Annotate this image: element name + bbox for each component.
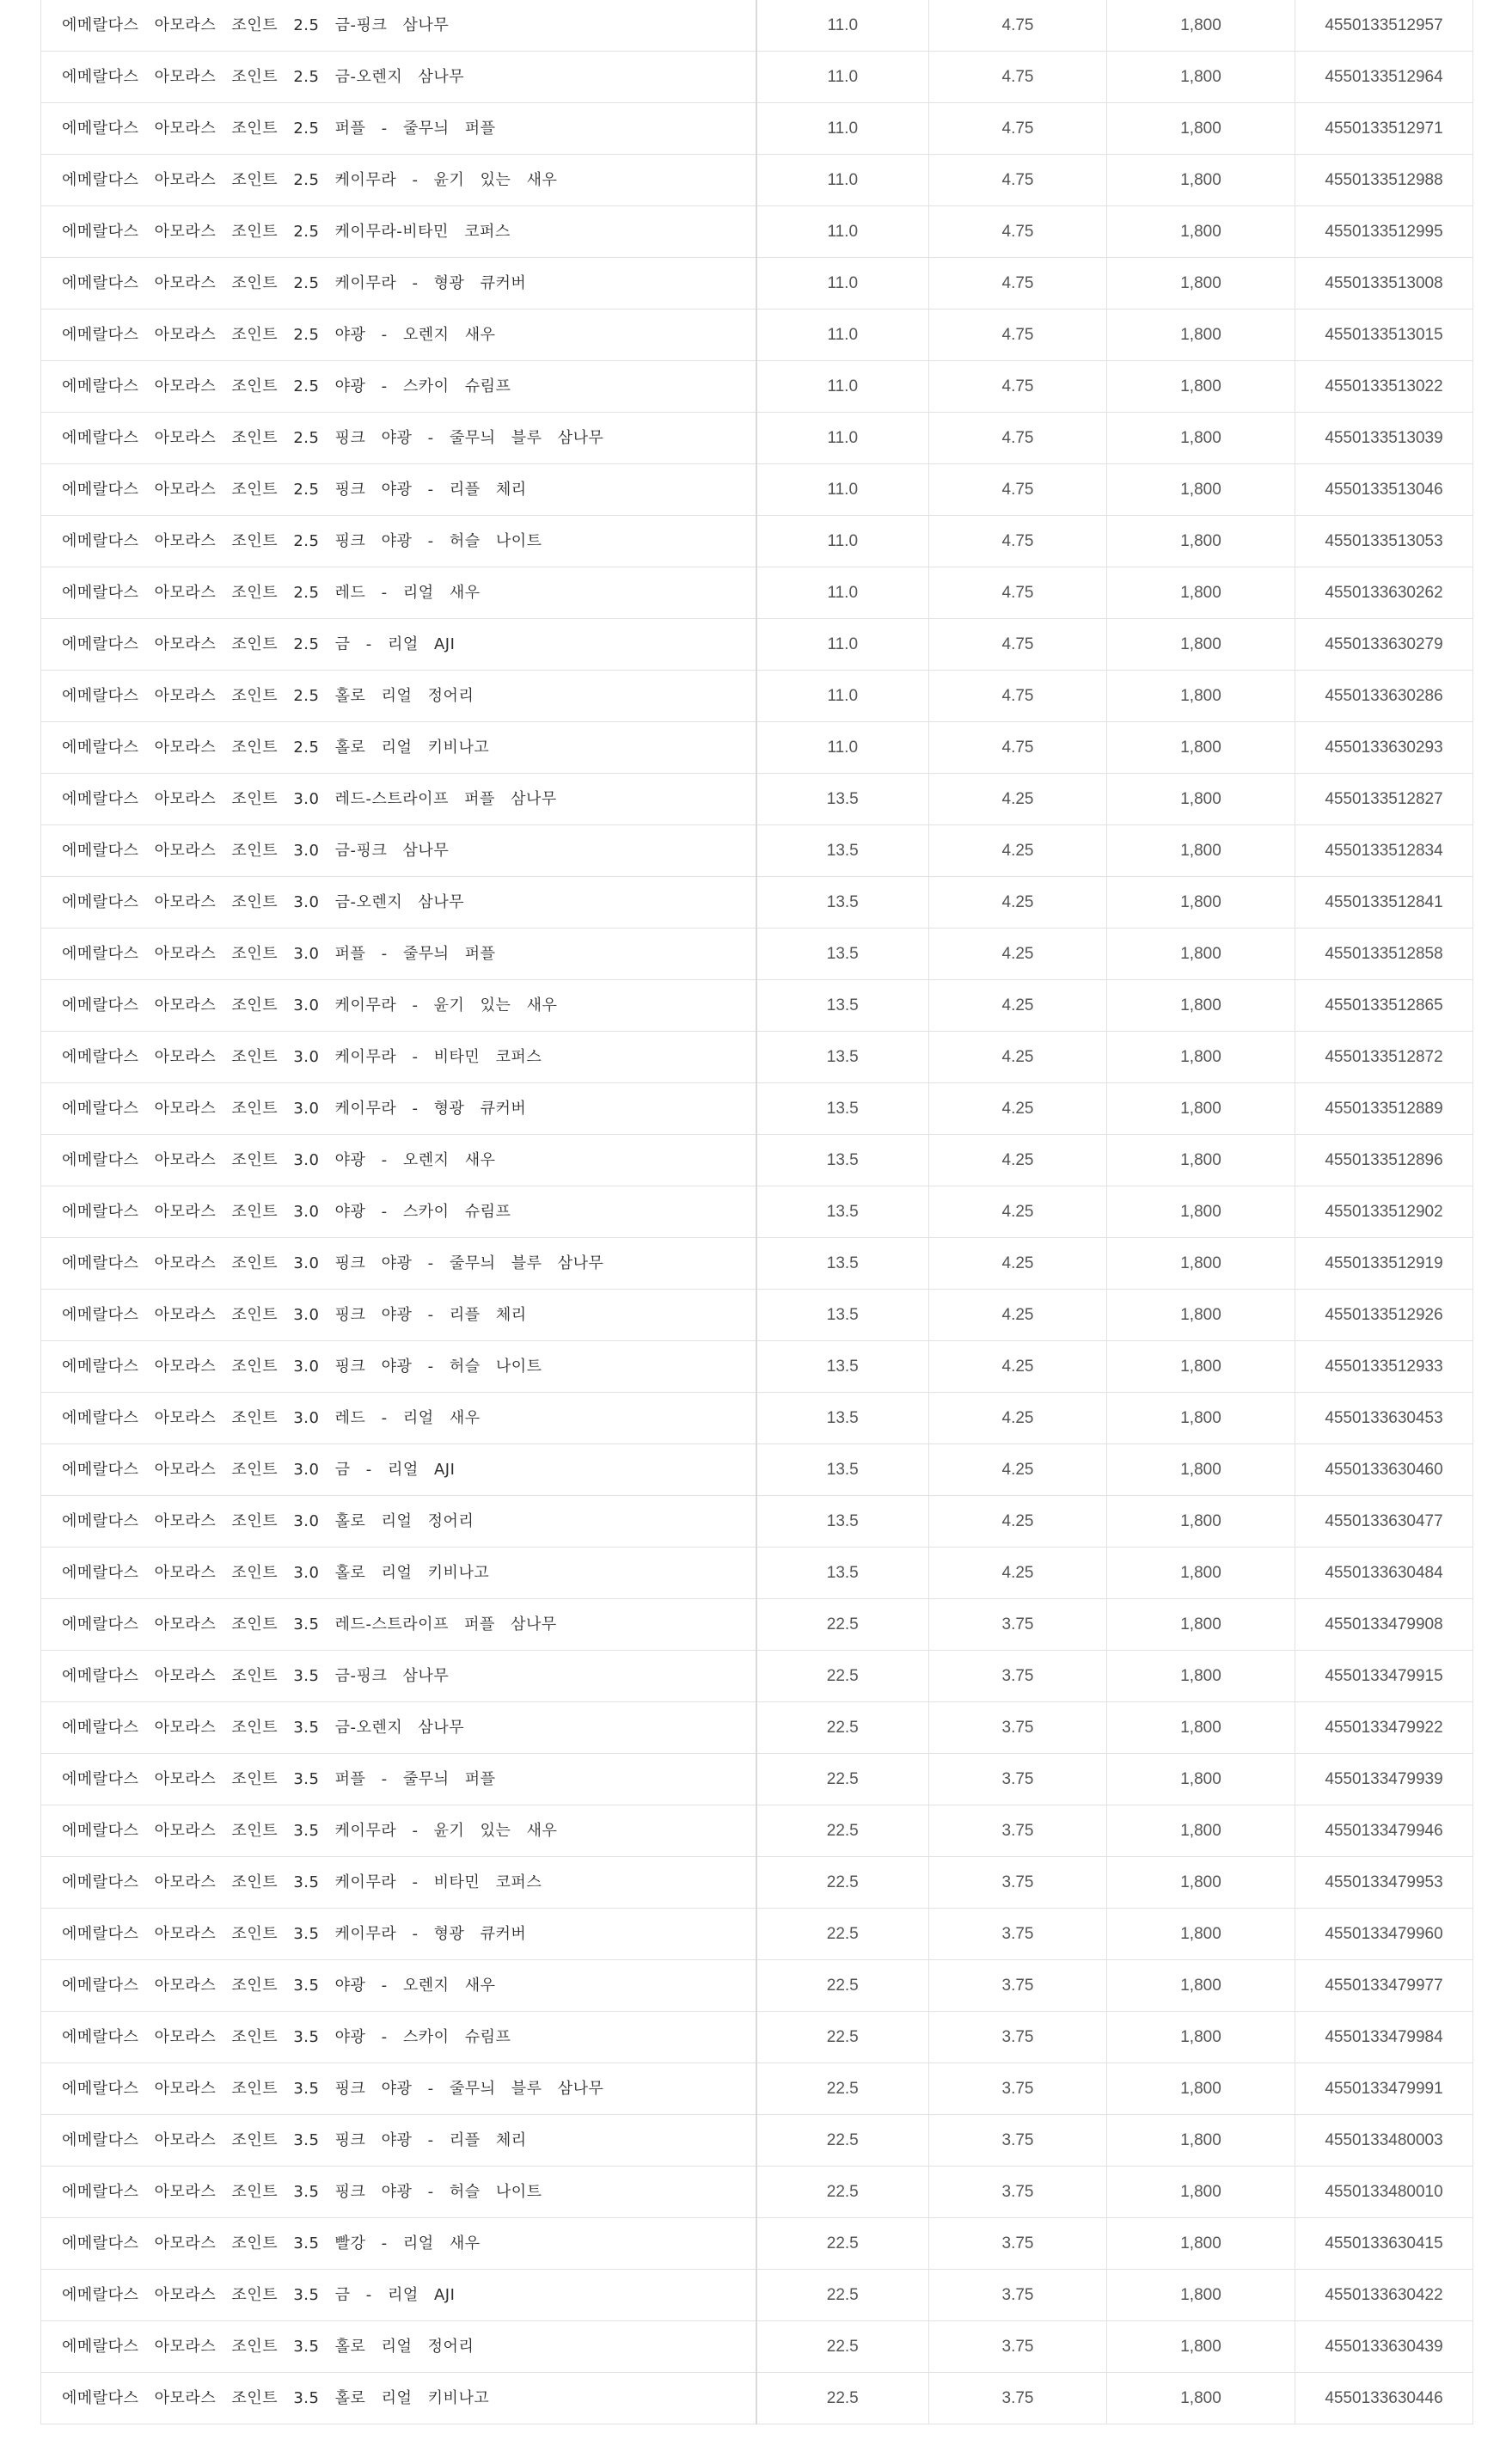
value-col-1-cell: 13.5 — [756, 980, 929, 1032]
value-col-1-cell: 13.5 — [756, 1496, 929, 1548]
price-cell: 1,800 — [1107, 1393, 1295, 1444]
product-name-cell: 에메랄다스 아모라스 조인트 2.5 케이무라 - 형광 큐커버 — [41, 258, 756, 310]
value-col-1-cell: 22.5 — [756, 1960, 929, 2012]
table-row — [41, 413, 1473, 464]
price-cell: 1,800 — [1107, 877, 1295, 929]
value-col-1-cell: 11.0 — [756, 619, 929, 671]
table-row — [41, 1496, 1473, 1548]
table-row — [41, 1805, 1473, 1857]
price-cell: 1,800 — [1107, 2321, 1295, 2373]
price-cell: 1,800 — [1107, 1444, 1295, 1496]
price-cell: 1,800 — [1107, 1290, 1295, 1341]
product-name-cell: 에메랄다스 아모라스 조인트 3.5 금 - 리얼 AJI — [41, 2270, 756, 2321]
product-name-cell: 에메랄다스 아모라스 조인트 3.0 핑크 야광 - 줄무늬 블루 삼나무 — [41, 1238, 756, 1290]
value-col-2-cell: 4.25 — [929, 1341, 1107, 1393]
product-name-cell: 에메랄다스 아모라스 조인트 3.0 케이무라 - 윤기 있는 새우 — [41, 980, 756, 1032]
product-name-cell: 에메랄다스 아모라스 조인트 3.5 홀로 리얼 정어리 — [41, 2321, 756, 2373]
jan-code-cell: 4550133512926 — [1295, 1290, 1473, 1341]
jan-code-cell: 4550133512827 — [1295, 774, 1473, 825]
value-col-2-cell: 4.25 — [929, 1083, 1107, 1135]
jan-code-cell: 4550133479915 — [1295, 1651, 1473, 1702]
value-col-1-cell: 11.0 — [756, 413, 929, 464]
table-row — [41, 1290, 1473, 1341]
value-col-2-cell: 4.25 — [929, 774, 1107, 825]
value-col-1-cell: 13.5 — [756, 929, 929, 980]
table-row — [41, 619, 1473, 671]
value-col-2-cell: 3.75 — [929, 2373, 1107, 2424]
product-name-cell: 에메랄다스 아모라스 조인트 3.5 핑크 야광 - 허슬 나이트 — [41, 2167, 756, 2218]
value-col-1-cell: 22.5 — [756, 1651, 929, 1702]
table-row — [41, 1548, 1473, 1599]
value-col-1-cell: 11.0 — [756, 361, 929, 413]
table-row — [41, 1599, 1473, 1651]
jan-code-cell: 4550133512834 — [1295, 825, 1473, 877]
table-row — [41, 2167, 1473, 2218]
product-name-cell: 에메랄다스 아모라스 조인트 3.0 케이무라 - 형광 큐커버 — [41, 1083, 756, 1135]
value-col-2-cell: 3.75 — [929, 1909, 1107, 1960]
table-row — [41, 929, 1473, 980]
value-col-1-cell: 22.5 — [756, 2218, 929, 2270]
jan-code-cell: 4550133630453 — [1295, 1393, 1473, 1444]
jan-code-cell: 4550133479953 — [1295, 1857, 1473, 1909]
jan-code-cell: 4550133630279 — [1295, 619, 1473, 671]
value-col-2-cell: 3.75 — [929, 2167, 1107, 2218]
price-cell: 1,800 — [1107, 1702, 1295, 1754]
jan-code-cell: 4550133480003 — [1295, 2115, 1473, 2167]
value-col-2-cell: 4.75 — [929, 0, 1107, 52]
price-cell: 1,800 — [1107, 722, 1295, 774]
jan-code-cell: 4550133513046 — [1295, 464, 1473, 516]
value-col-1-cell: 13.5 — [756, 1186, 929, 1238]
table-row — [41, 1444, 1473, 1496]
product-name-cell: 에메랄다스 아모라스 조인트 2.5 핑크 야광 - 리플 체리 — [41, 464, 756, 516]
table-row — [41, 1857, 1473, 1909]
price-cell: 1,800 — [1107, 0, 1295, 52]
price-cell: 1,800 — [1107, 1599, 1295, 1651]
product-name-cell: 에메랄다스 아모라스 조인트 2.5 야광 - 스카이 슈림프 — [41, 361, 756, 413]
value-col-1-cell: 22.5 — [756, 1702, 929, 1754]
product-name-cell: 에메랄다스 아모라스 조인트 3.5 핑크 야광 - 줄무늬 블루 삼나무 — [41, 2063, 756, 2115]
table-row — [41, 671, 1473, 722]
value-col-1-cell: 13.5 — [756, 1290, 929, 1341]
value-col-2-cell: 4.25 — [929, 1032, 1107, 1083]
jan-code-cell: 4550133479939 — [1295, 1754, 1473, 1805]
jan-code-cell: 4550133479991 — [1295, 2063, 1473, 2115]
value-col-2-cell: 3.75 — [929, 1960, 1107, 2012]
value-col-2-cell: 4.75 — [929, 206, 1107, 258]
price-cell: 1,800 — [1107, 1651, 1295, 1702]
jan-code-cell: 4550133512872 — [1295, 1032, 1473, 1083]
price-cell: 1,800 — [1107, 258, 1295, 310]
price-cell: 1,800 — [1107, 413, 1295, 464]
product-name-cell: 에메랄다스 아모라스 조인트 2.5 핑크 야광 - 줄무늬 블루 삼나무 — [41, 413, 756, 464]
value-col-1-cell: 22.5 — [756, 2115, 929, 2167]
value-col-2-cell: 4.25 — [929, 877, 1107, 929]
jan-code-cell: 4550133630439 — [1295, 2321, 1473, 2373]
value-col-2-cell: 3.75 — [929, 1599, 1107, 1651]
price-cell: 1,800 — [1107, 2270, 1295, 2321]
price-cell: 1,800 — [1107, 980, 1295, 1032]
jan-code-cell: 4550133479960 — [1295, 1909, 1473, 1960]
price-cell: 1,800 — [1107, 2167, 1295, 2218]
product-name-cell: 에메랄다스 아모라스 조인트 2.5 레드 - 리얼 새우 — [41, 567, 756, 619]
table-row — [41, 1393, 1473, 1444]
table-row — [41, 464, 1473, 516]
jan-code-cell: 4550133630422 — [1295, 2270, 1473, 2321]
value-col-2-cell: 4.25 — [929, 1135, 1107, 1186]
jan-code-cell: 4550133479984 — [1295, 2012, 1473, 2063]
product-name-cell: 에메랄다스 아모라스 조인트 3.0 야광 - 오렌지 새우 — [41, 1135, 756, 1186]
table-row — [41, 0, 1473, 52]
price-cell: 1,800 — [1107, 1548, 1295, 1599]
table-row — [41, 774, 1473, 825]
product-name-cell: 에메랄다스 아모라스 조인트 2.5 홀로 리얼 키비나고 — [41, 722, 756, 774]
price-cell: 1,800 — [1107, 774, 1295, 825]
table-row — [41, 52, 1473, 103]
price-cell: 1,800 — [1107, 619, 1295, 671]
value-col-2-cell: 3.75 — [929, 2063, 1107, 2115]
table-row — [41, 825, 1473, 877]
value-col-2-cell: 4.75 — [929, 310, 1107, 361]
table-row — [41, 155, 1473, 206]
jan-code-cell: 4550133630415 — [1295, 2218, 1473, 2270]
value-col-2-cell: 3.75 — [929, 1754, 1107, 1805]
product-name-cell: 에메랄다스 아모라스 조인트 3.0 금 - 리얼 AJI — [41, 1444, 756, 1496]
table-row — [41, 1651, 1473, 1702]
jan-code-cell: 4550133513022 — [1295, 361, 1473, 413]
price-cell: 1,800 — [1107, 2012, 1295, 2063]
price-cell: 1,800 — [1107, 929, 1295, 980]
value-col-1-cell: 22.5 — [756, 1805, 929, 1857]
value-col-2-cell: 4.75 — [929, 671, 1107, 722]
value-col-2-cell: 3.75 — [929, 2270, 1107, 2321]
value-col-1-cell: 22.5 — [756, 2373, 929, 2424]
jan-code-cell: 4550133630286 — [1295, 671, 1473, 722]
table-row — [41, 516, 1473, 567]
jan-code-cell: 4550133512933 — [1295, 1341, 1473, 1393]
product-name-cell: 에메랄다스 아모라스 조인트 3.5 퍼플 - 줄무늬 퍼플 — [41, 1754, 756, 1805]
value-col-1-cell: 13.5 — [756, 1341, 929, 1393]
price-cell: 1,800 — [1107, 1238, 1295, 1290]
jan-code-cell: 4550133513015 — [1295, 310, 1473, 361]
price-cell: 1,800 — [1107, 464, 1295, 516]
price-cell: 1,800 — [1107, 1186, 1295, 1238]
jan-code-cell: 4550133630446 — [1295, 2373, 1473, 2424]
value-col-2-cell: 4.75 — [929, 464, 1107, 516]
product-name-cell: 에메랄다스 아모라스 조인트 2.5 금-오렌지 삼나무 — [41, 52, 756, 103]
price-cell: 1,800 — [1107, 825, 1295, 877]
value-col-2-cell: 4.75 — [929, 258, 1107, 310]
price-cell: 1,800 — [1107, 361, 1295, 413]
product-name-cell: 에메랄다스 아모라스 조인트 3.5 케이무라 - 윤기 있는 새우 — [41, 1805, 756, 1857]
value-col-2-cell: 3.75 — [929, 1702, 1107, 1754]
product-name-cell: 에메랄다스 아모라스 조인트 3.0 케이무라 - 비타민 코퍼스 — [41, 1032, 756, 1083]
price-cell: 1,800 — [1107, 1341, 1295, 1393]
table-row — [41, 1909, 1473, 1960]
price-cell: 1,800 — [1107, 206, 1295, 258]
price-cell: 1,800 — [1107, 310, 1295, 361]
value-col-2-cell: 4.75 — [929, 567, 1107, 619]
product-name-cell: 에메랄다스 아모라스 조인트 2.5 금 - 리얼 AJI — [41, 619, 756, 671]
jan-code-cell: 4550133630293 — [1295, 722, 1473, 774]
value-col-1-cell: 22.5 — [756, 1857, 929, 1909]
product-name-cell: 에메랄다스 아모라스 조인트 2.5 퍼플 - 줄무늬 퍼플 — [41, 103, 756, 155]
product-name-cell: 에메랄다스 아모라스 조인트 3.0 핑크 야광 - 허슬 나이트 — [41, 1341, 756, 1393]
table-row — [41, 877, 1473, 929]
price-cell: 1,800 — [1107, 1960, 1295, 2012]
value-col-2-cell: 4.25 — [929, 1548, 1107, 1599]
value-col-2-cell: 3.75 — [929, 1857, 1107, 1909]
value-col-1-cell: 13.5 — [756, 877, 929, 929]
table-row — [41, 206, 1473, 258]
table-row — [41, 1960, 1473, 2012]
value-col-1-cell: 13.5 — [756, 1444, 929, 1496]
table-row — [41, 722, 1473, 774]
value-col-2-cell: 4.25 — [929, 1290, 1107, 1341]
price-cell: 1,800 — [1107, 1032, 1295, 1083]
jan-code-cell: 4550133512889 — [1295, 1083, 1473, 1135]
product-name-cell: 에메랄다스 아모라스 조인트 3.5 금-오렌지 삼나무 — [41, 1702, 756, 1754]
value-col-1-cell: 22.5 — [756, 2321, 929, 2373]
table-row — [41, 361, 1473, 413]
jan-code-cell: 4550133512919 — [1295, 1238, 1473, 1290]
table-row — [41, 1238, 1473, 1290]
price-cell: 1,800 — [1107, 2373, 1295, 2424]
value-col-2-cell: 4.75 — [929, 155, 1107, 206]
value-col-1-cell: 11.0 — [756, 206, 929, 258]
product-name-cell: 에메랄다스 아모라스 조인트 3.5 케이무라 - 형광 큐커버 — [41, 1909, 756, 1960]
jan-code-cell: 4550133630262 — [1295, 567, 1473, 619]
jan-code-cell: 4550133512988 — [1295, 155, 1473, 206]
price-cell: 1,800 — [1107, 1083, 1295, 1135]
value-col-1-cell: 22.5 — [756, 1909, 929, 1960]
product-name-cell: 에메랄다스 아모라스 조인트 3.0 퍼플 - 줄무늬 퍼플 — [41, 929, 756, 980]
table-row — [41, 310, 1473, 361]
product-name-cell: 에메랄다스 아모라스 조인트 2.5 핑크 야광 - 허슬 나이트 — [41, 516, 756, 567]
price-cell: 1,800 — [1107, 1496, 1295, 1548]
value-col-1-cell: 13.5 — [756, 1032, 929, 1083]
product-name-cell: 에메랄다스 아모라스 조인트 3.0 레드 - 리얼 새우 — [41, 1393, 756, 1444]
price-cell: 1,800 — [1107, 52, 1295, 103]
product-name-cell: 에메랄다스 아모라스 조인트 3.5 야광 - 오렌지 새우 — [41, 1960, 756, 2012]
value-col-1-cell: 11.0 — [756, 155, 929, 206]
value-col-2-cell: 4.25 — [929, 1393, 1107, 1444]
jan-code-cell: 4550133512964 — [1295, 52, 1473, 103]
product-name-cell: 에메랄다스 아모라스 조인트 2.5 금-핑크 삼나무 — [41, 0, 756, 52]
value-col-2-cell: 3.75 — [929, 2012, 1107, 2063]
value-col-1-cell: 11.0 — [756, 671, 929, 722]
jan-code-cell: 4550133479946 — [1295, 1805, 1473, 1857]
value-col-2-cell: 4.25 — [929, 825, 1107, 877]
value-col-2-cell: 3.75 — [929, 2115, 1107, 2167]
value-col-1-cell: 11.0 — [756, 103, 929, 155]
value-col-1-cell: 11.0 — [756, 567, 929, 619]
value-col-1-cell: 13.5 — [756, 825, 929, 877]
jan-code-cell: 4550133630477 — [1295, 1496, 1473, 1548]
table-row — [41, 1186, 1473, 1238]
value-col-1-cell: 11.0 — [756, 722, 929, 774]
product-name-cell: 에메랄다스 아모라스 조인트 3.0 레드-스트라이프 퍼플 삼나무 — [41, 774, 756, 825]
price-cell: 1,800 — [1107, 2063, 1295, 2115]
price-cell: 1,800 — [1107, 2115, 1295, 2167]
jan-code-cell: 4550133512841 — [1295, 877, 1473, 929]
product-name-cell: 에메랄다스 아모라스 조인트 2.5 케이무라-비타민 코퍼스 — [41, 206, 756, 258]
value-col-2-cell: 3.75 — [929, 1651, 1107, 1702]
product-name-cell: 에메랄다스 아모라스 조인트 2.5 야광 - 오렌지 새우 — [41, 310, 756, 361]
value-col-1-cell: 13.5 — [756, 1548, 929, 1599]
product-name-cell: 에메랄다스 아모라스 조인트 3.5 홀로 리얼 키비나고 — [41, 2373, 756, 2424]
value-col-2-cell: 4.25 — [929, 1444, 1107, 1496]
value-col-2-cell: 4.25 — [929, 1496, 1107, 1548]
product-name-cell: 에메랄다스 아모라스 조인트 3.5 빨강 - 리얼 새우 — [41, 2218, 756, 2270]
value-col-1-cell: 22.5 — [756, 2012, 929, 2063]
jan-code-cell: 4550133512971 — [1295, 103, 1473, 155]
table-row — [41, 1135, 1473, 1186]
price-cell: 1,800 — [1107, 1135, 1295, 1186]
value-col-1-cell: 13.5 — [756, 774, 929, 825]
table-row — [41, 103, 1473, 155]
value-col-2-cell: 4.75 — [929, 516, 1107, 567]
product-name-cell: 에메랄다스 아모라스 조인트 3.5 레드-스트라이프 퍼플 삼나무 — [41, 1599, 756, 1651]
value-col-1-cell: 11.0 — [756, 52, 929, 103]
value-col-2-cell: 4.75 — [929, 52, 1107, 103]
value-col-1-cell: 11.0 — [756, 258, 929, 310]
value-col-2-cell: 4.75 — [929, 103, 1107, 155]
jan-code-cell: 4550133630460 — [1295, 1444, 1473, 1496]
table-row — [41, 1754, 1473, 1805]
price-cell: 1,800 — [1107, 103, 1295, 155]
table-row — [41, 258, 1473, 310]
value-col-1-cell: 11.0 — [756, 464, 929, 516]
price-cell: 1,800 — [1107, 1909, 1295, 1960]
jan-code-cell: 4550133513053 — [1295, 516, 1473, 567]
jan-code-cell: 4550133513039 — [1295, 413, 1473, 464]
price-cell: 1,800 — [1107, 567, 1295, 619]
price-cell: 1,800 — [1107, 1754, 1295, 1805]
table-row — [41, 1341, 1473, 1393]
product-name-cell: 에메랄다스 아모라스 조인트 3.0 홀로 리얼 정어리 — [41, 1496, 756, 1548]
value-col-2-cell: 4.25 — [929, 1186, 1107, 1238]
table-row — [41, 2270, 1473, 2321]
product-name-cell: 에메랄다스 아모라스 조인트 2.5 케이무라 - 윤기 있는 새우 — [41, 155, 756, 206]
value-col-2-cell: 4.25 — [929, 929, 1107, 980]
table-row — [41, 2218, 1473, 2270]
value-col-2-cell: 4.25 — [929, 1238, 1107, 1290]
table-row — [41, 980, 1473, 1032]
table-row — [41, 1702, 1473, 1754]
jan-code-cell: 4550133512902 — [1295, 1186, 1473, 1238]
table-row — [41, 1083, 1473, 1135]
jan-code-cell: 4550133512896 — [1295, 1135, 1473, 1186]
value-col-1-cell: 11.0 — [756, 516, 929, 567]
table-row — [41, 567, 1473, 619]
jan-code-cell: 4550133479908 — [1295, 1599, 1473, 1651]
value-col-1-cell: 22.5 — [756, 1599, 929, 1651]
product-name-cell: 에메랄다스 아모라스 조인트 3.0 야광 - 스카이 슈림프 — [41, 1186, 756, 1238]
jan-code-cell: 4550133479977 — [1295, 1960, 1473, 2012]
value-col-2-cell: 4.25 — [929, 980, 1107, 1032]
value-col-1-cell: 22.5 — [756, 2167, 929, 2218]
value-col-1-cell: 11.0 — [756, 310, 929, 361]
price-cell: 1,800 — [1107, 671, 1295, 722]
product-spec-table-body — [41, 0, 1473, 2424]
product-name-cell: 에메랄다스 아모라스 조인트 3.5 야광 - 스카이 슈림프 — [41, 2012, 756, 2063]
value-col-1-cell: 11.0 — [756, 0, 929, 52]
jan-code-cell: 4550133480010 — [1295, 2167, 1473, 2218]
product-name-cell: 에메랄다스 아모라스 조인트 3.0 핑크 야광 - 리플 체리 — [41, 1290, 756, 1341]
value-col-2-cell: 3.75 — [929, 1805, 1107, 1857]
value-col-1-cell: 22.5 — [756, 2270, 929, 2321]
value-col-1-cell: 13.5 — [756, 1238, 929, 1290]
jan-code-cell: 4550133479922 — [1295, 1702, 1473, 1754]
value-col-1-cell: 13.5 — [756, 1083, 929, 1135]
table-row — [41, 1032, 1473, 1083]
table-row — [41, 2373, 1473, 2424]
price-cell: 1,800 — [1107, 516, 1295, 567]
table-row — [41, 2321, 1473, 2373]
table-row — [41, 2115, 1473, 2167]
product-name-cell: 에메랄다스 아모라스 조인트 3.0 금-오렌지 삼나무 — [41, 877, 756, 929]
value-col-2-cell: 4.75 — [929, 361, 1107, 413]
price-cell: 1,800 — [1107, 1805, 1295, 1857]
value-col-1-cell: 22.5 — [756, 2063, 929, 2115]
price-cell: 1,800 — [1107, 2218, 1295, 2270]
jan-code-cell: 4550133513008 — [1295, 258, 1473, 310]
value-col-1-cell: 13.5 — [756, 1393, 929, 1444]
value-col-2-cell: 3.75 — [929, 2218, 1107, 2270]
price-cell: 1,800 — [1107, 1857, 1295, 1909]
value-col-1-cell: 13.5 — [756, 1135, 929, 1186]
jan-code-cell: 4550133512858 — [1295, 929, 1473, 980]
table-row — [41, 2063, 1473, 2115]
jan-code-cell: 4550133512957 — [1295, 0, 1473, 52]
value-col-2-cell: 4.75 — [929, 619, 1107, 671]
value-col-1-cell: 22.5 — [756, 1754, 929, 1805]
jan-code-cell: 4550133512995 — [1295, 206, 1473, 258]
product-spec-table — [40, 0, 1473, 2424]
value-col-2-cell: 4.75 — [929, 413, 1107, 464]
jan-code-cell: 4550133630484 — [1295, 1548, 1473, 1599]
jan-code-cell: 4550133512865 — [1295, 980, 1473, 1032]
product-name-cell: 에메랄다스 아모라스 조인트 3.0 홀로 리얼 키비나고 — [41, 1548, 756, 1599]
table-row — [41, 2012, 1473, 2063]
value-col-2-cell: 4.75 — [929, 722, 1107, 774]
product-name-cell: 에메랄다스 아모라스 조인트 2.5 홀로 리얼 정어리 — [41, 671, 756, 722]
product-name-cell: 에메랄다스 아모라스 조인트 3.5 금-핑크 삼나무 — [41, 1651, 756, 1702]
price-cell: 1,800 — [1107, 155, 1295, 206]
product-name-cell: 에메랄다스 아모라스 조인트 3.0 금-핑크 삼나무 — [41, 825, 756, 877]
product-name-cell: 에메랄다스 아모라스 조인트 3.5 핑크 야광 - 리플 체리 — [41, 2115, 756, 2167]
product-name-cell: 에메랄다스 아모라스 조인트 3.5 케이무라 - 비타민 코퍼스 — [41, 1857, 756, 1909]
value-col-2-cell: 3.75 — [929, 2321, 1107, 2373]
